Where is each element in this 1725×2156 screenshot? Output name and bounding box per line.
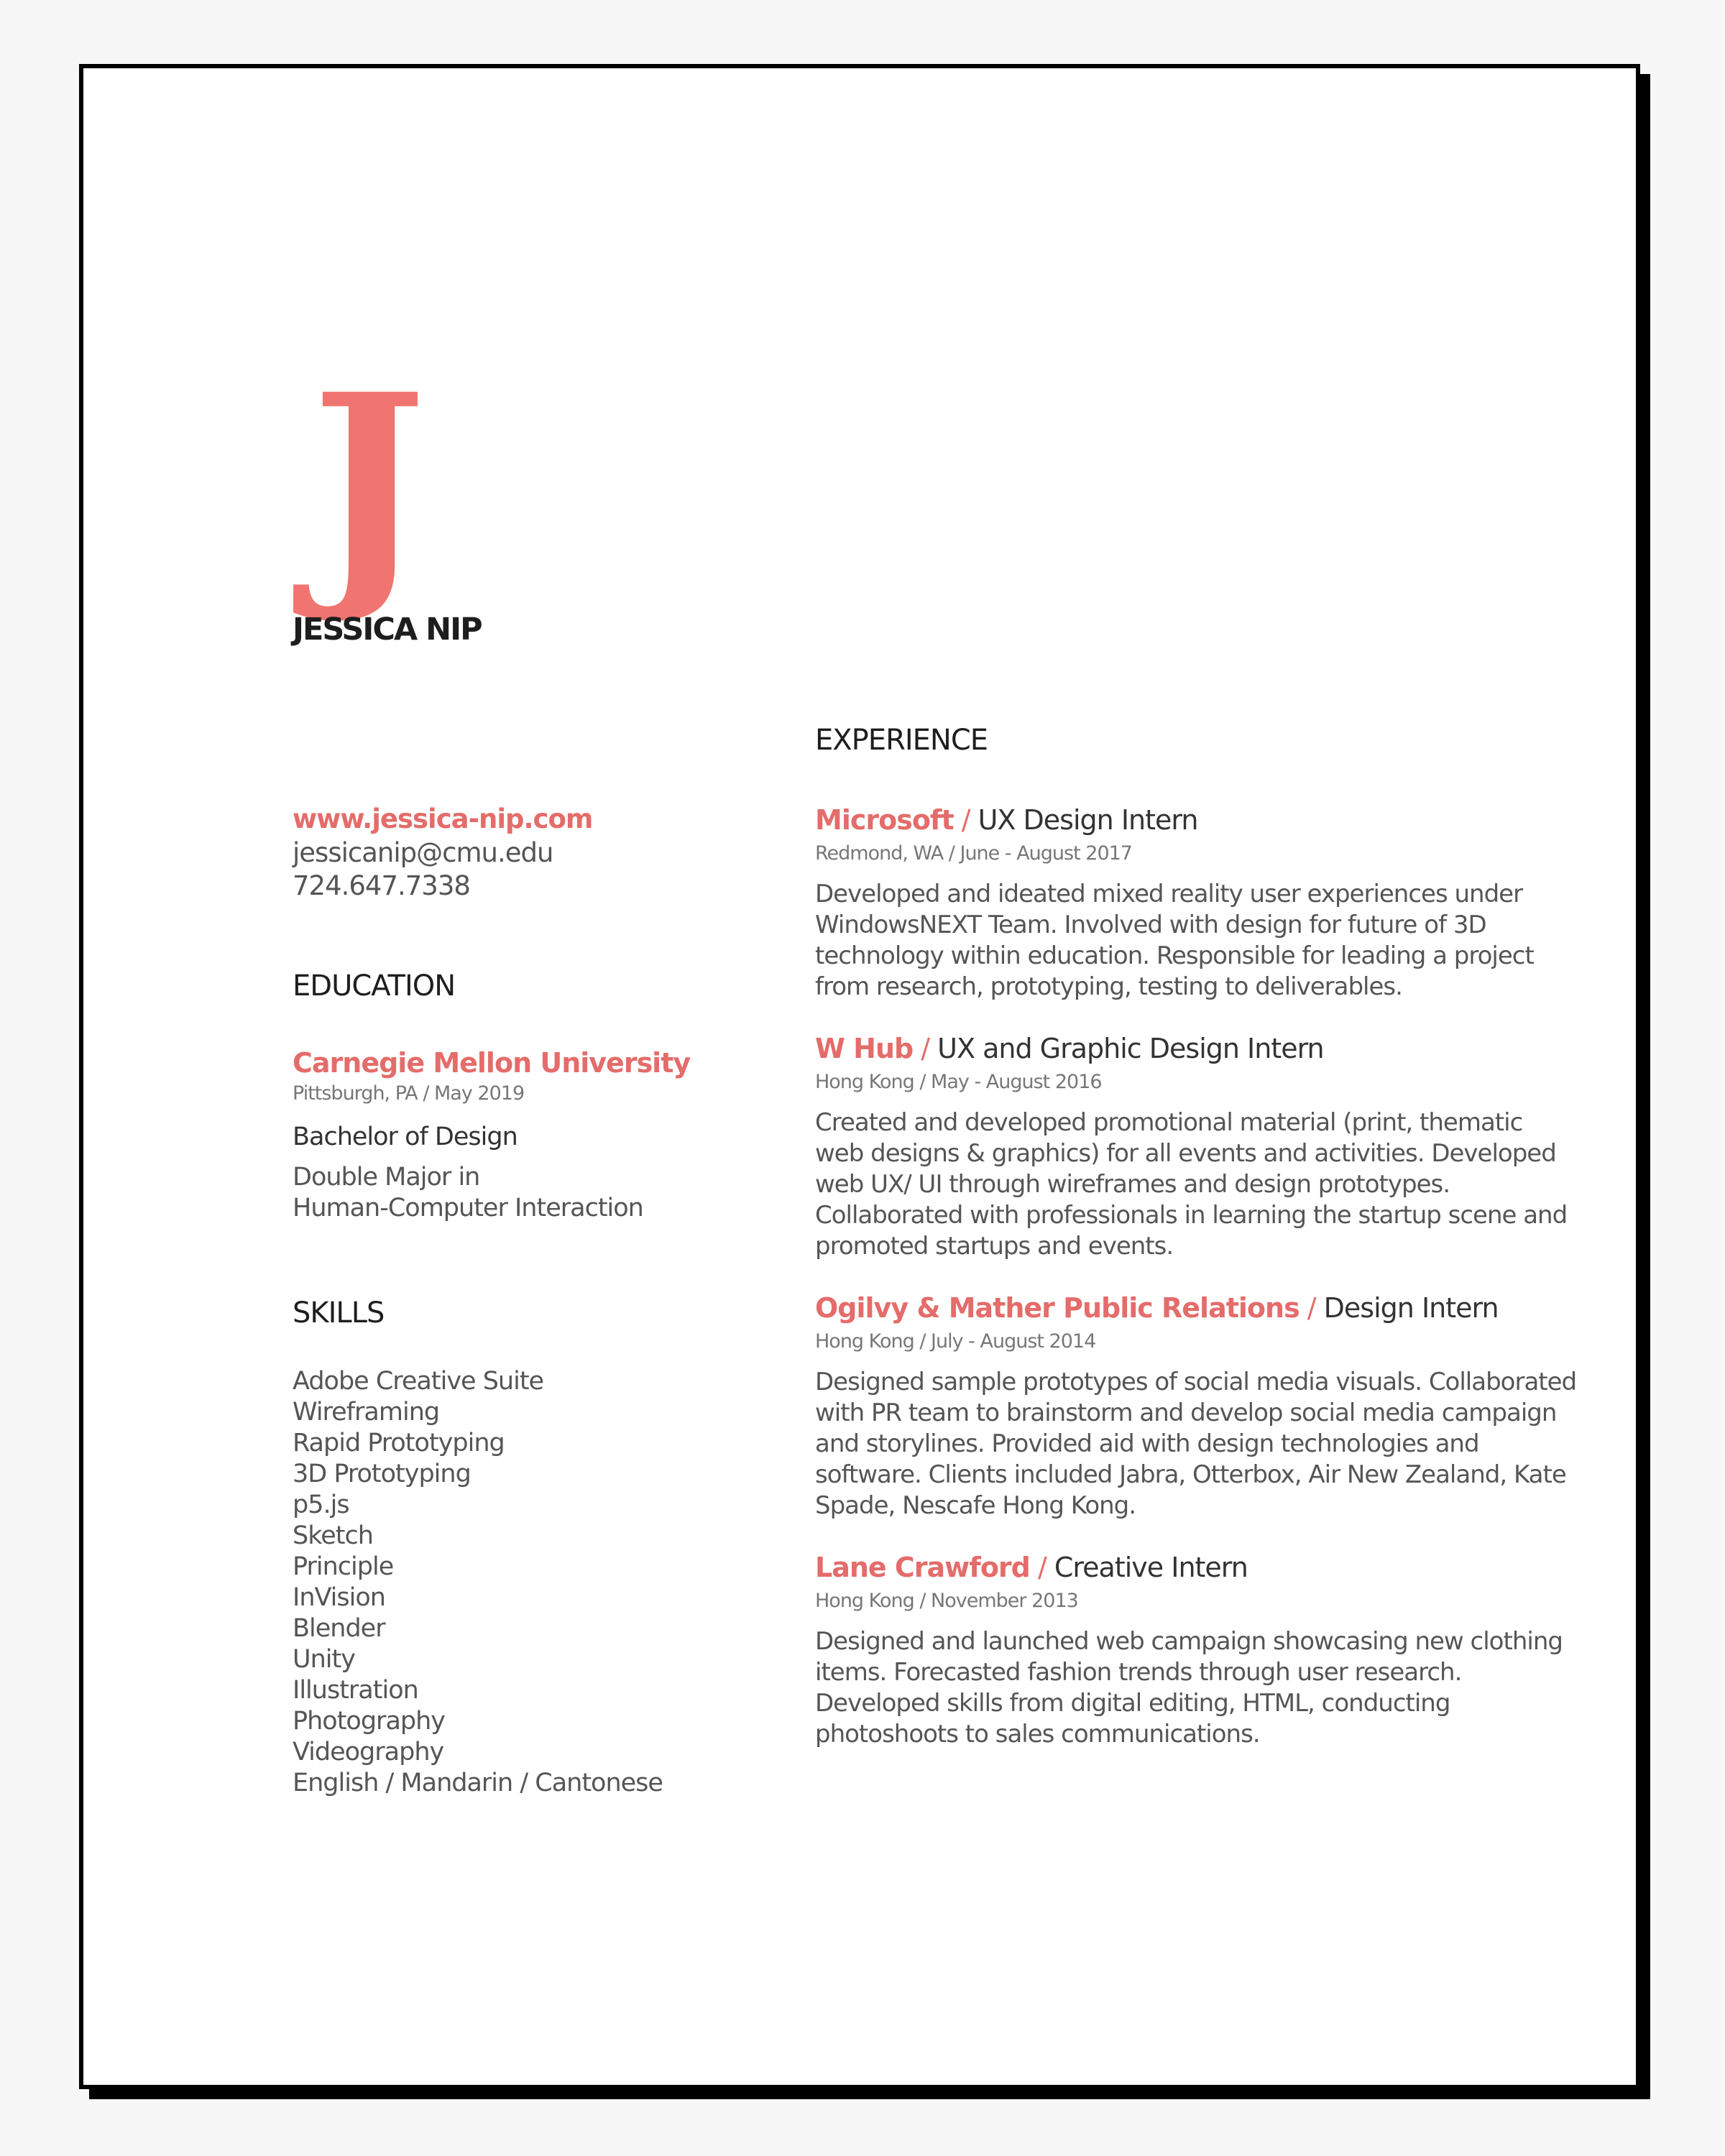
job-meta: Hong Kong / May - August 2016 xyxy=(815,1071,1102,1093)
education-heading: EDUCATION xyxy=(293,969,456,1003)
major xyxy=(293,1162,767,1224)
skill-item: p5.js xyxy=(293,1491,349,1519)
major-line: Double Major in xyxy=(293,1163,480,1192)
job-meta: Redmond, WA / June - August 2017 xyxy=(815,842,1132,865)
resume-page xyxy=(79,64,1640,2089)
job-separator: / xyxy=(1029,1552,1054,1583)
job-entry xyxy=(815,801,1577,1003)
contact-block xyxy=(293,802,592,903)
degree: Bachelor of Design xyxy=(293,1123,518,1151)
monogram-logo: J xyxy=(311,341,427,628)
major-line: Human-Computer Interaction xyxy=(293,1194,643,1222)
job-separator: / xyxy=(953,804,978,836)
job-meta: Hong Kong / November 2013 xyxy=(815,1590,1078,1612)
job-role: UX Design Intern xyxy=(978,804,1198,836)
skill-item: 3D Prototyping xyxy=(293,1460,471,1488)
skill-item: Wireframing xyxy=(293,1398,440,1427)
skill-item: Sketch xyxy=(293,1521,373,1550)
email-address: jessicanip@cmu.edu xyxy=(293,837,553,868)
job-meta: Hong Kong / July - August 2014 xyxy=(815,1330,1096,1353)
skill-item: Adobe Creative Suite xyxy=(293,1367,544,1396)
skill-item: Unity xyxy=(293,1645,355,1674)
job-header xyxy=(815,1030,1577,1067)
company-name: Microsoft xyxy=(815,804,954,836)
skills-heading: SKILLS xyxy=(293,1296,385,1330)
job-header xyxy=(815,1289,1577,1327)
skill-item: Illustration xyxy=(293,1676,418,1705)
job-header xyxy=(815,1549,1577,1586)
job-separator: / xyxy=(913,1033,938,1064)
job-description: Designed and launched web campaign showcasing new clothing items. Forecasted fashion trends through user research. Developed skills from digital editing, HTML, conducting photoshoots to sales communications. xyxy=(815,1627,1563,1749)
school-name: Carnegie Mellon University xyxy=(293,1047,691,1079)
job-entry xyxy=(815,1030,1577,1262)
skill-item: Blender xyxy=(293,1614,385,1643)
skill-item: Principle xyxy=(293,1552,394,1581)
job-description: Created and developed promotional material (print, thematic web designs & graphics) for all events and activities. Developed web UX/ UI through wireframes and design prototypes. Collaborated with professionals in learning the startup scene and promoted startups and events. xyxy=(815,1108,1568,1261)
skill-item: Videography xyxy=(293,1738,444,1766)
skill-item: English / Mandarin / Cantonese xyxy=(293,1769,663,1797)
education-block xyxy=(293,1046,767,1224)
company-name: Lane Crawford xyxy=(815,1552,1030,1583)
candidate-name: JESSICA NIP xyxy=(293,612,482,648)
company-name: Ogilvy & Mather Public Relations xyxy=(815,1292,1300,1324)
skill-item: InVision xyxy=(293,1583,385,1612)
website-link[interactable]: www.jessica-nip.com xyxy=(293,803,593,834)
job-role: UX and Graphic Design Intern xyxy=(937,1033,1324,1064)
job-role: Design Intern xyxy=(1323,1292,1499,1324)
job-role: Creative Intern xyxy=(1054,1552,1248,1583)
phone-number: 724.647.7338 xyxy=(293,870,470,901)
school-meta: Pittsburgh, PA / May 2019 xyxy=(293,1082,525,1105)
job-description: Designed sample prototypes of social media visuals. Collaborated with PR team to brainstorm and develop social media campaign and storylines. Provided aid with design technologies and software. Clients included Jabra, Otterbox, Air New Zealand, Kate Spade, Nescafe Hong Kong. xyxy=(815,1368,1577,1520)
job-separator: / xyxy=(1299,1292,1324,1324)
skill-item: Rapid Prototyping xyxy=(293,1429,505,1457)
job-description: Developed and ideated mixed reality user experiences under WindowsNEXT Team. Involved with design for future of 3D technology within education. Responsible for leading a project from research, prototyping, testing to deliverables. xyxy=(815,880,1534,1001)
job-header xyxy=(815,801,1577,839)
skill-item: Photography xyxy=(293,1707,446,1736)
job-entry xyxy=(815,1289,1577,1521)
experience-list xyxy=(815,801,1577,1777)
company-name: W Hub xyxy=(815,1033,914,1064)
experience-heading: EXPERIENCE xyxy=(815,724,988,757)
job-entry xyxy=(815,1549,1577,1750)
skills-list xyxy=(293,1366,663,1799)
